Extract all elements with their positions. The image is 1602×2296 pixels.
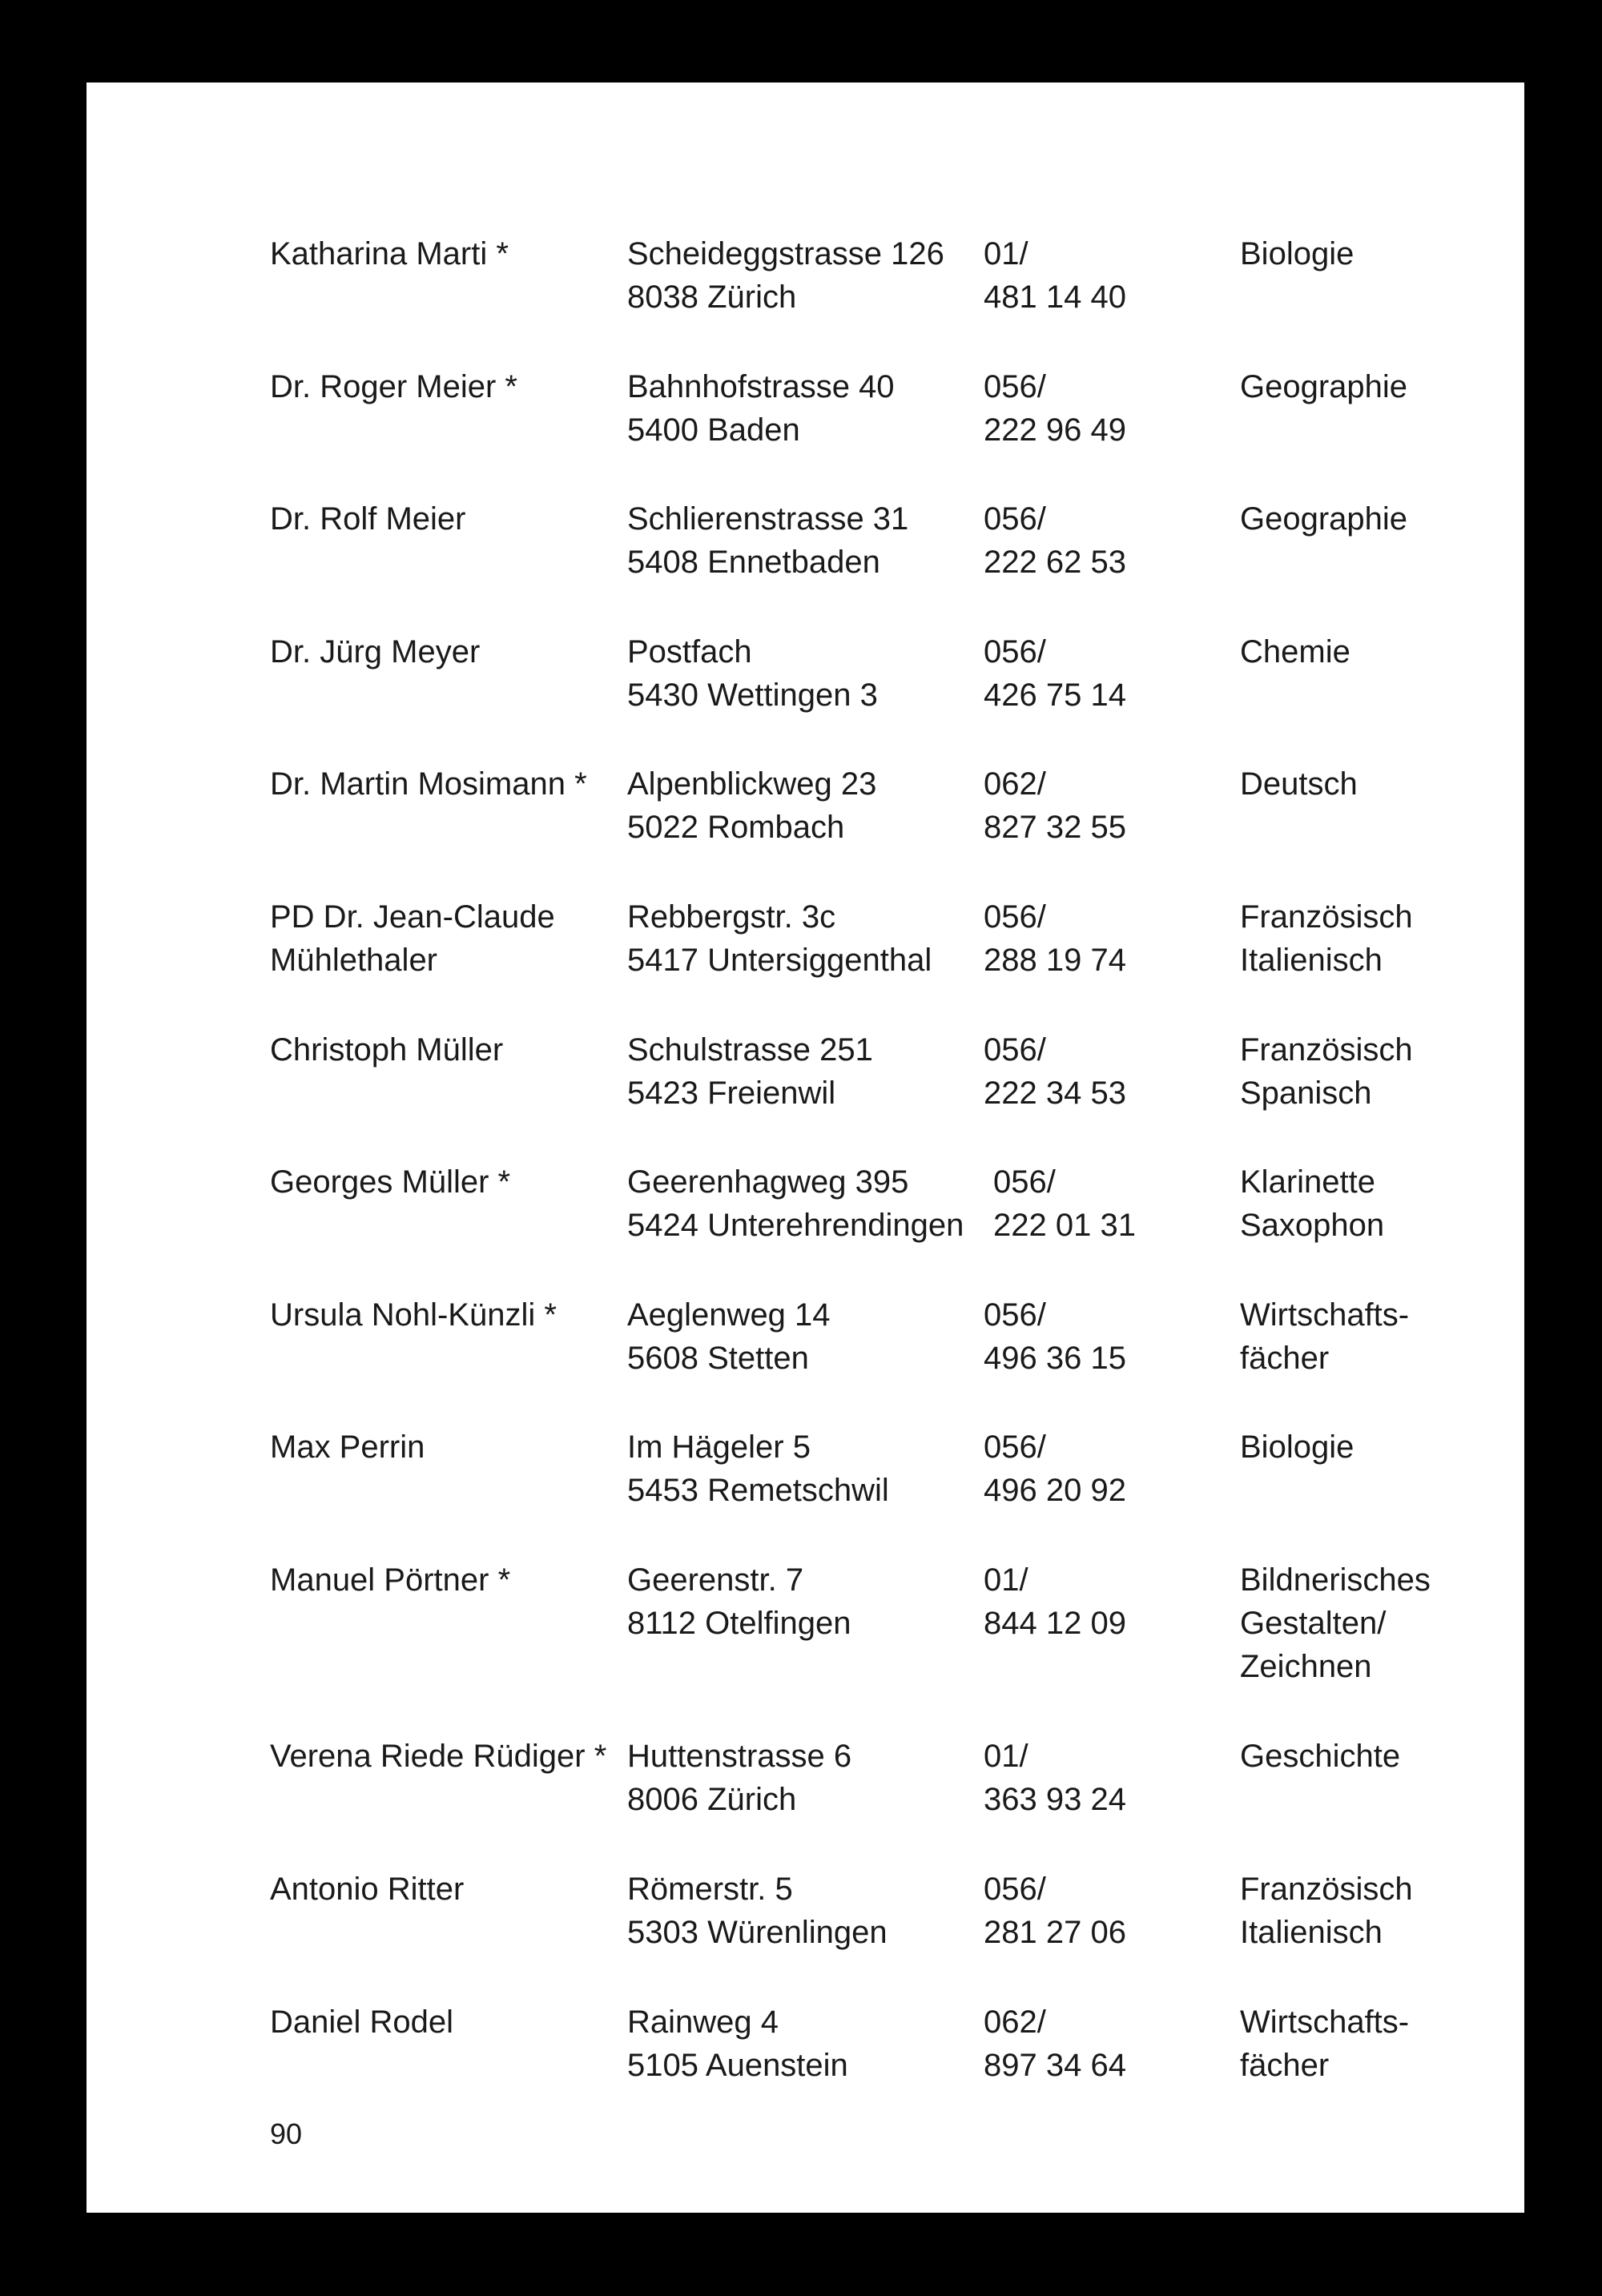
entry-subjects-line: Geographie: [1240, 501, 1408, 537]
entry-address: [627, 762, 876, 849]
entry-subjects-line: Italienisch: [1240, 1915, 1383, 1950]
entry-subjects: [1240, 1558, 1431, 1688]
entry-subjects-line: Biologie: [1240, 236, 1354, 271]
entry-subjects-line: Französisch: [1240, 1032, 1413, 1068]
entry-subjects: [1240, 1735, 1400, 1778]
entry-address: [627, 1160, 964, 1247]
entry-subjects: [1240, 630, 1350, 674]
entry-name-line: Daniel Rodel: [270, 2004, 454, 2040]
entry-address: [627, 1028, 873, 1115]
entry-phone: [984, 2000, 1126, 2087]
entry-name-line: Dr. Rolf Meier: [270, 501, 466, 537]
entry-phone: [984, 1293, 1126, 1380]
entry-phone: [984, 1868, 1126, 1954]
entry-phone-line: 222 34 53: [984, 1076, 1126, 1111]
entry-address: [627, 1293, 831, 1380]
entry-name: [270, 2000, 453, 2044]
entry-name: [270, 1293, 557, 1337]
entry-address: [627, 2000, 848, 2087]
entry-address: [627, 232, 944, 319]
entry-name: [270, 1160, 510, 1204]
entry-address-line: Bahnhofstrasse 40: [627, 369, 895, 404]
entry-phone: [984, 232, 1126, 319]
entry-subjects-line: Bildnerisches: [1240, 1562, 1431, 1598]
directory-entry: [87, 497, 1524, 627]
entry-name: [270, 630, 480, 674]
entry-address-line: Schlierenstrasse 31: [627, 501, 909, 537]
directory-entry: [87, 1868, 1524, 1997]
directory-entry: [87, 1160, 1524, 1290]
entry-phone: [993, 1160, 1136, 1247]
entry-subjects-line: Zeichnen: [1240, 1649, 1372, 1684]
entry-name: [270, 497, 466, 541]
entry-name: [270, 895, 555, 982]
entry-phone: [984, 1028, 1126, 1115]
directory-entry: [87, 762, 1524, 892]
entry-name: [270, 1028, 503, 1072]
directory-entry: [87, 1558, 1524, 1688]
entry-phone-line: 056/: [984, 369, 1046, 404]
entry-subjects-line: fächer: [1240, 2048, 1330, 2083]
entry-address: [627, 630, 878, 717]
entry-subjects-line: Geschichte: [1240, 1739, 1401, 1774]
directory-entry: [87, 895, 1524, 1025]
entry-name-line: Antonio Ritter: [270, 1872, 465, 1907]
entry-address-line: Geerenhagweg 395: [627, 1164, 909, 1200]
entry-phone: [984, 762, 1126, 849]
entry-subjects-line: Wirtschafts-: [1240, 1297, 1410, 1333]
entry-address-line: Huttenstrasse 6: [627, 1739, 852, 1774]
entry-phone-line: 056/: [984, 1297, 1046, 1333]
entry-subjects-line: Wirtschafts-: [1240, 2004, 1410, 2040]
entry-subjects: [1240, 1293, 1409, 1380]
entry-phone-line: 056/: [984, 1032, 1046, 1068]
entry-address-line: 5608 Stetten: [627, 1341, 809, 1376]
directory-entry: [87, 365, 1524, 495]
entry-name-line: PD Dr. Jean-Claude: [270, 899, 555, 935]
entry-phone-line: 056/: [993, 1164, 1056, 1200]
entry-address-line: 8006 Zürich: [627, 1782, 797, 1817]
entry-subjects-line: Deutsch: [1240, 766, 1358, 802]
directory-entry: [87, 232, 1524, 362]
entry-address: [627, 1558, 851, 1645]
entry-phone-line: 01/: [984, 1562, 1028, 1598]
entry-address-line: 5453 Remetschwil: [627, 1473, 889, 1508]
entry-address-line: Geerenstr. 7: [627, 1562, 804, 1598]
entry-phone: [984, 1425, 1126, 1512]
entry-subjects-line: Spanisch: [1240, 1076, 1372, 1111]
entry-phone-line: 222 01 31: [993, 1208, 1136, 1243]
entry-address-line: Aeglenweg 14: [627, 1297, 831, 1333]
entry-subjects: [1240, 1868, 1413, 1954]
entry-subjects: [1240, 2000, 1409, 2087]
entry-address-line: Im Hägeler 5: [627, 1429, 811, 1465]
entry-address-line: 5423 Freienwil: [627, 1076, 836, 1111]
entry-address-line: 5105 Auenstein: [627, 2048, 848, 2083]
entry-address-line: 5400 Baden: [627, 412, 800, 448]
entry-phone: [984, 1558, 1126, 1645]
entry-phone-line: 496 20 92: [984, 1473, 1126, 1508]
entry-phone-line: 056/: [984, 899, 1046, 935]
entry-address-line: Rebbergstr. 3c: [627, 899, 836, 935]
entry-phone-line: 363 93 24: [984, 1782, 1126, 1817]
entry-subjects: [1240, 1425, 1354, 1469]
entry-name-line: Dr. Roger Meier *: [270, 369, 517, 404]
entry-phone-line: 844 12 09: [984, 1606, 1126, 1641]
entry-phone: [984, 497, 1126, 584]
entry-subjects: [1240, 895, 1413, 982]
entry-phone-line: 01/: [984, 1739, 1028, 1774]
entry-subjects-line: Chemie: [1240, 634, 1350, 669]
entry-phone-line: 056/: [984, 501, 1046, 537]
entry-subjects: [1240, 1160, 1384, 1247]
entry-phone-line: 281 27 06: [984, 1915, 1126, 1950]
page-number: 90: [270, 2117, 303, 2150]
entry-address-line: 8038 Zürich: [627, 279, 797, 315]
entry-address-line: Römerstr. 5: [627, 1872, 793, 1907]
entry-name: [270, 1425, 425, 1469]
entry-address-line: 5022 Rombach: [627, 810, 845, 845]
entry-name-line: Dr. Martin Mosimann *: [270, 766, 587, 802]
entry-phone-line: 481 14 40: [984, 279, 1126, 315]
entry-phone-line: 062/: [984, 2004, 1046, 2040]
entry-address-line: 8112 Otelfingen: [627, 1606, 851, 1641]
entry-phone-line: 056/: [984, 1872, 1046, 1907]
entry-phone-line: 056/: [984, 634, 1046, 669]
entry-name: [270, 1735, 606, 1778]
entry-address-line: Postfach: [627, 634, 752, 669]
entry-name-line: Ursula Nohl-Künzli *: [270, 1297, 557, 1333]
entry-address-line: Schulstrasse 251: [627, 1032, 873, 1068]
entry-phone-line: 496 36 15: [984, 1341, 1126, 1376]
entry-name: [270, 365, 517, 408]
entry-name: [270, 232, 509, 275]
entry-phone-line: 897 34 64: [984, 2048, 1126, 2083]
entry-name-line: Mühlethaler: [270, 943, 438, 978]
directory-entry: [87, 1028, 1524, 1158]
entry-phone: [984, 630, 1126, 717]
entry-subjects-line: Italienisch: [1240, 943, 1383, 978]
entry-subjects: [1240, 1028, 1413, 1115]
entry-subjects-line: Französisch: [1240, 1872, 1413, 1907]
entry-name-line: Georges Müller *: [270, 1164, 511, 1200]
entry-address: [627, 497, 908, 584]
entry-phone-line: 01/: [984, 236, 1028, 271]
entry-phone: [984, 1735, 1126, 1821]
entry-address-line: 5424 Unterehrendingen: [627, 1208, 964, 1243]
entry-subjects-line: Geographie: [1240, 369, 1408, 404]
entry-subjects-line: Klarinette: [1240, 1164, 1375, 1200]
entry-address-line: Scheideggstrasse 126: [627, 236, 944, 271]
entry-phone-line: 426 75 14: [984, 678, 1126, 713]
document-page: [87, 82, 1524, 2213]
entry-name-line: Max Perrin: [270, 1429, 425, 1465]
entry-phone-line: 288 19 74: [984, 943, 1126, 978]
entry-phone: [984, 895, 1126, 982]
entry-phone: [984, 365, 1126, 452]
entry-subjects: [1240, 497, 1407, 541]
entry-address-line: Rainweg 4: [627, 2004, 779, 2040]
entry-address-line: 5417 Untersiggenthal: [627, 943, 932, 978]
entry-name-line: Katharina Marti *: [270, 236, 509, 271]
entry-address-line: Alpenblickweg 23: [627, 766, 877, 802]
entry-phone-line: 056/: [984, 1429, 1046, 1465]
entry-subjects-line: Saxophon: [1240, 1208, 1385, 1243]
entry-phone-line: 062/: [984, 766, 1046, 802]
entry-name-line: Manuel Pörtner *: [270, 1562, 511, 1598]
entry-address: [627, 365, 895, 452]
entry-name-line: Verena Riede Rüdiger *: [270, 1739, 607, 1774]
entry-subjects-line: fächer: [1240, 1341, 1330, 1376]
entry-subjects-line: Biologie: [1240, 1429, 1354, 1465]
entry-subjects: [1240, 365, 1407, 408]
entry-name: [270, 1558, 510, 1602]
entry-phone-line: 222 96 49: [984, 412, 1126, 448]
entry-subjects-line: Französisch: [1240, 899, 1413, 935]
entry-address: [627, 1425, 889, 1512]
directory-entry: [87, 1425, 1524, 1555]
entry-subjects: [1240, 762, 1358, 806]
entry-subjects: [1240, 232, 1354, 275]
entry-name: [270, 1868, 464, 1911]
entry-subjects-line: Gestalten/: [1240, 1606, 1387, 1641]
directory-entry: [87, 2000, 1524, 2130]
entry-phone-line: 222 62 53: [984, 545, 1126, 580]
entry-address-line: 5430 Wettingen 3: [627, 678, 878, 713]
directory-entry: [87, 1293, 1524, 1423]
directory-entry: [87, 1735, 1524, 1864]
entry-name: [270, 762, 587, 806]
entry-address-line: 5408 Ennetbaden: [627, 545, 880, 580]
entry-address-line: 5303 Würenlingen: [627, 1915, 888, 1950]
entry-name-line: Dr. Jürg Meyer: [270, 634, 481, 669]
directory-entry: [87, 630, 1524, 760]
entry-address: [627, 1868, 888, 1954]
entry-address: [627, 1735, 851, 1821]
entry-name-line: Christoph Müller: [270, 1032, 504, 1068]
entry-address: [627, 895, 932, 982]
entry-phone-line: 827 32 55: [984, 810, 1126, 845]
